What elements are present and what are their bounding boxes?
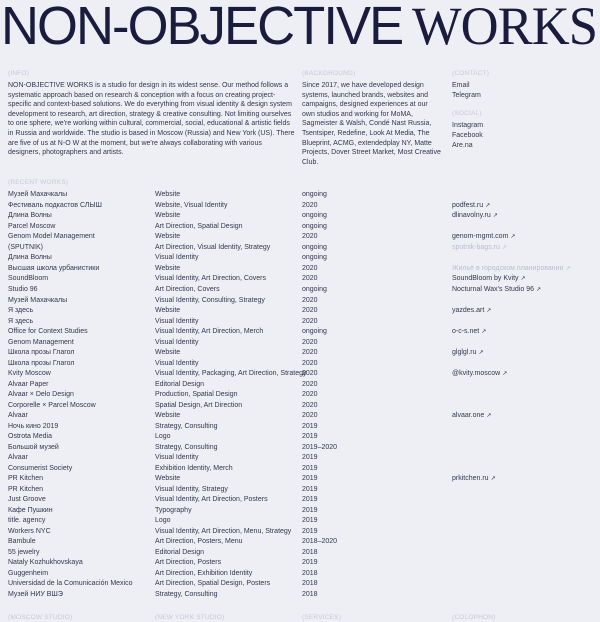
work-year: 2018 [302, 590, 318, 598]
work-external-link[interactable] [452, 369, 592, 380]
work-link-text: SoundBloom by Kvity [452, 275, 519, 283]
social-link-instagram[interactable]: Instagram [452, 122, 484, 130]
work-name: SoundBloom [8, 275, 49, 283]
work-name: Ночь кино 2019 [8, 422, 59, 430]
work-link-text: Жильё в городском планировании [452, 264, 564, 272]
work-row [0, 516, 600, 527]
work-name: (SPUTNIK) [8, 243, 43, 251]
work-name: Ostrota Media [8, 433, 52, 441]
work-year: 2019 [302, 422, 318, 430]
work-year: 2020 [302, 296, 318, 304]
site-title-non-objective: NON-OBJECTIVE [1, 0, 403, 56]
work-name: Alvaar [8, 454, 28, 462]
work-name: Studio 96 [8, 285, 38, 293]
work-type: Art Direction, Spatial Design, Posters [155, 580, 271, 588]
work-link-text: glglgl.ru [452, 349, 477, 357]
social-links [452, 121, 592, 150]
work-type: Website [155, 233, 181, 241]
work-year: 2020 [302, 391, 318, 399]
info-text: NON-OBJECTIVE WORKS is a studio for design in its widest sense. Our method follows a systematic approach based on research & conception with a focus on creating project-specific and context-based solutions. We do everything from visual identity & design system development to research, art direction, strategy & creative consulting. Not limiting ourselves to one sphere, we're working within cultural, commercial, social, educational & artistic fields in Russia and worldwide. The studio is based in Moscow (Russia) and New York (US). There are five of us at N-O W at the moment, but we're always collaborating with various designers, photographers and artists. [8, 82, 295, 157]
work-row [0, 579, 600, 590]
work-year: ongoing [302, 191, 327, 199]
work-external-link[interactable] [452, 306, 592, 317]
work-type: Website [155, 349, 181, 357]
work-type: Logo [155, 517, 171, 525]
work-name: Office for Context Studies [8, 328, 88, 336]
work-name: Kvity Moscow [8, 370, 51, 378]
site-title [1, 0, 597, 56]
work-link-text: alvaar.one [452, 412, 485, 420]
work-type: Website [155, 307, 181, 315]
info-column [8, 70, 302, 167]
work-row [0, 485, 600, 496]
work-year: 2019 [302, 475, 318, 483]
work-link-text: podfest.ru [452, 201, 484, 209]
work-row [0, 243, 600, 254]
work-row [0, 527, 600, 538]
work-row [0, 474, 600, 485]
external-link-arrow-icon: ↗ [485, 202, 491, 209]
work-type: Art Direction, Visual Identity, Strategy [155, 243, 271, 251]
intro-section [0, 70, 600, 167]
work-row [0, 253, 600, 264]
work-type: Art Direction, Covers [155, 285, 220, 293]
work-row [0, 401, 600, 412]
work-year: ongoing [302, 254, 327, 262]
work-row [0, 306, 600, 317]
work-name: Фестиваль подкастов СЛЫШ [8, 201, 102, 209]
work-name: PR Kitchen [8, 475, 44, 483]
work-external-link[interactable] [452, 211, 592, 222]
work-name: 55 jewelry [8, 548, 40, 556]
external-link-arrow-icon: ↗ [481, 329, 487, 336]
work-year: 2020 [302, 380, 318, 388]
work-external-link[interactable] [452, 411, 592, 422]
work-year: 2018 [302, 580, 318, 588]
background-text: Since 2017, we have developed design systems, launched brands, websites and campaigns, designed experiences at our own studios and working for MoMA, Sagmeister & Walsh, Condé Nast Russia, Tsentsiper, Redefine, Look At Media, The Blueprint, ACMG, extendedplay NY, Matte Projects, Dover Street Market, Most Creative Club. [302, 82, 441, 166]
work-type: Strategy, Consulting [155, 590, 218, 598]
footer-label--services-: (SERVICES) [302, 614, 342, 622]
work-year: 2019 [302, 485, 318, 493]
external-link-arrow-icon: ↗ [490, 476, 496, 483]
work-type: Visual Identity [155, 338, 199, 346]
work-year: 2019 [302, 496, 318, 504]
work-external-link[interactable] [452, 348, 592, 359]
external-link-arrow-icon: ↗ [492, 213, 498, 220]
work-year: 2020 [302, 233, 318, 241]
work-name: Школа прозы Глагол [8, 359, 75, 367]
work-type: Visual Identity, Art Direction, Posters [155, 496, 268, 504]
work-row [0, 274, 600, 285]
work-name: Corporelle × Parcel Moscow [8, 401, 96, 409]
work-year: 2019–2020 [302, 443, 338, 451]
work-year: ongoing [302, 328, 327, 336]
work-name: Consumerist Society [8, 464, 73, 472]
work-type: Editorial Design [155, 380, 205, 388]
work-link-text: genom-mgmt.com [452, 233, 509, 241]
external-link-arrow-icon: ↗ [502, 371, 508, 378]
work-type: Editorial Design [155, 548, 205, 556]
work-name: PR Kitchen [8, 485, 44, 493]
work-row [0, 211, 600, 222]
work-type: Art Direction, Posters, Menu [155, 538, 243, 546]
work-row [0, 411, 600, 422]
work-external-link[interactable] [452, 264, 592, 275]
work-external-link[interactable] [452, 201, 592, 212]
background-section-label: (BACKGROUND) [302, 70, 356, 77]
work-row [0, 232, 600, 243]
work-row [0, 264, 600, 275]
work-year: 2020 [302, 401, 318, 409]
work-link-text: prkitchen.ru [452, 475, 489, 483]
info-section-label: (INFO) [8, 70, 30, 77]
work-year: 2020 [302, 201, 318, 209]
work-type: Visual Identity [155, 454, 199, 462]
work-type: Strategy, Consulting [155, 422, 218, 430]
work-type: Typography [155, 506, 192, 514]
work-external-link[interactable] [452, 274, 592, 285]
work-name: Высшая школа урбанистики [8, 264, 100, 272]
work-year: 2020 [302, 264, 318, 272]
work-row [0, 495, 600, 506]
work-type: Website [155, 475, 181, 483]
work-type: Website [155, 412, 181, 420]
work-type: Website, Visual Identity [155, 201, 228, 209]
work-name: Alvaar [8, 412, 28, 420]
work-link-text: @kvity.moscow [452, 370, 501, 378]
work-year: 2018–2020 [302, 538, 338, 546]
work-row [0, 327, 600, 338]
external-link-arrow-icon: ↗ [486, 413, 492, 420]
work-year: 2019 [302, 454, 318, 462]
work-type: Production, Spatial Design [155, 391, 238, 399]
work-name: Genom Model Management [8, 233, 95, 241]
external-link-arrow-icon: ↗ [478, 350, 484, 357]
work-link-text: sputnik-bags.ru [452, 243, 500, 251]
work-type: Website [155, 212, 181, 220]
work-name: Музей Махачкалы [8, 191, 68, 199]
work-year: 2020 [302, 338, 318, 346]
work-row [0, 222, 600, 233]
work-row [0, 317, 600, 328]
work-row [0, 464, 600, 475]
work-type: Exhibition Identity, Merch [155, 464, 233, 472]
contact-section-label: (CONTACT) [452, 70, 490, 77]
contact-links [452, 81, 592, 100]
work-type: Visual Identity [155, 254, 199, 262]
work-name: Guggenheim [8, 569, 49, 577]
work-type: Visual Identity [155, 317, 199, 325]
external-link-arrow-icon: ↗ [501, 244, 507, 251]
work-type: Logo [155, 433, 171, 441]
work-year: ongoing [302, 212, 327, 220]
site-title-works: WORKS [411, 0, 597, 56]
external-link-arrow-icon: ↗ [510, 234, 516, 241]
work-link-text: Nocturnal Wax's Studio 96 [452, 285, 535, 293]
work-row [0, 453, 600, 464]
work-year: 2019 [302, 527, 318, 535]
work-row [0, 285, 600, 296]
work-row [0, 296, 600, 307]
work-name: Just Groove [8, 496, 46, 504]
work-link-text: yazdes.art [452, 307, 485, 315]
contact-link-email[interactable]: Email [452, 82, 470, 89]
work-link-text: dlinavolny.ru [452, 212, 491, 220]
work-row [0, 338, 600, 349]
work-row [0, 548, 600, 559]
work-type: Visual Identity, Strategy [155, 485, 228, 493]
work-name: Я здесь [8, 307, 34, 315]
work-type: Art Direction, Exhibition Identity [155, 569, 253, 577]
contact-column [452, 70, 592, 167]
work-year: ongoing [302, 243, 327, 251]
work-year: 2019 [302, 506, 318, 514]
work-name: Кафе Пушкин [8, 506, 53, 514]
work-row [0, 506, 600, 517]
work-external-link[interactable] [452, 327, 592, 338]
footer-section-labels [0, 614, 600, 622]
work-type: Website [155, 264, 181, 272]
social-link-are-na[interactable]: Are.na [452, 141, 473, 149]
external-link-arrow-icon: ↗ [536, 286, 542, 293]
work-type: Art Direction, Posters [155, 559, 222, 567]
work-name: Genom Management [8, 338, 74, 346]
work-row [0, 348, 600, 359]
work-name: Длина Волны [8, 212, 52, 220]
work-row [0, 443, 600, 454]
work-year: 2019 [302, 559, 318, 567]
work-type: Visual Identity, Consulting, Strategy [155, 296, 265, 304]
work-type: Art Direction, Spatial Design [155, 222, 243, 230]
work-type: Visual Identity, Art Direction, Menu, Strategy [155, 527, 292, 535]
work-name: Музей НИУ ВШЭ [8, 590, 63, 598]
footer-label--colophon-: (COLOPHON) [452, 614, 496, 622]
work-year: 2020 [302, 307, 318, 315]
work-name: Alvaar × Delo Design [8, 391, 74, 399]
work-name: Длина Волны [8, 254, 52, 262]
work-type: Visual Identity, Art Direction, Covers [155, 275, 267, 283]
work-name: Universidad de la Comunicación Mexico [8, 580, 133, 588]
work-external-link[interactable] [452, 474, 592, 485]
work-row [0, 380, 600, 391]
contact-link-telegram[interactable]: Telegram [452, 91, 481, 99]
work-external-link[interactable] [452, 232, 592, 243]
work-type: Visual Identity [155, 359, 199, 367]
works-table [0, 190, 600, 600]
work-name: Parcel Moscow [8, 222, 56, 230]
work-row [0, 558, 600, 569]
work-row [0, 390, 600, 401]
work-year: 2019 [302, 517, 318, 525]
recent-works-section [0, 179, 600, 600]
work-type: Visual Identity, Packaging, Art Direction, Strategy [155, 370, 307, 378]
work-year: ongoing [302, 285, 327, 293]
work-year: 2018 [302, 569, 318, 577]
external-link-arrow-icon: ↗ [520, 276, 526, 283]
work-name: Workers NYC [8, 527, 51, 535]
social-link-facebook[interactable]: Facebook [452, 132, 483, 140]
work-year: 2019 [302, 433, 318, 441]
work-external-link[interactable] [452, 243, 592, 254]
work-name: Музей Махачкалы [8, 296, 68, 304]
work-type: Visual Identity, Art Direction, Merch [155, 328, 264, 336]
work-year: 2020 [302, 359, 318, 367]
external-link-arrow-icon: ↗ [565, 265, 571, 272]
recent-works-label: (RECENT WORKS) [8, 179, 69, 187]
work-year: 2020 [302, 412, 318, 420]
work-year: 2020 [302, 349, 318, 357]
work-year: 2020 [302, 317, 318, 325]
work-name: Большой музей [8, 443, 59, 451]
work-name: title. agency [8, 517, 46, 525]
work-name: Nataly Kozhukhovskaya [8, 559, 83, 567]
work-row [0, 422, 600, 433]
work-year: 2019 [302, 464, 318, 472]
work-row [0, 590, 600, 601]
external-link-arrow-icon: ↗ [486, 308, 492, 315]
work-year: ongoing [302, 222, 327, 230]
work-year: 2020 [302, 370, 318, 378]
work-name: Alvaar Paper [8, 380, 49, 388]
work-name: Bambule [8, 538, 36, 546]
work-link-text: o-c-s.net [452, 328, 480, 336]
work-name: Школа прозы Глагол [8, 349, 75, 357]
work-row [0, 190, 600, 201]
social-section-label: (SOCIAL) [452, 110, 482, 118]
work-type: Strategy, Consulting [155, 443, 218, 451]
footer-label--new-york-studio-: (NEW YORK STUDIO) [155, 614, 225, 622]
work-row [0, 359, 600, 370]
work-type: Website [155, 191, 181, 199]
work-row [0, 432, 600, 443]
work-year: 2020 [302, 275, 318, 283]
work-row [0, 569, 600, 580]
work-year: 2018 [302, 548, 318, 556]
footer-label--moscow-studio-: (MOSCOW STUDIO) [8, 614, 73, 622]
work-external-link[interactable] [452, 285, 592, 296]
work-name: Я здесь [8, 317, 34, 325]
work-row [0, 537, 600, 548]
work-row [0, 201, 600, 212]
work-type: Spatial Design, Art Direction [155, 401, 243, 409]
work-row [0, 369, 600, 380]
background-column [302, 70, 452, 167]
